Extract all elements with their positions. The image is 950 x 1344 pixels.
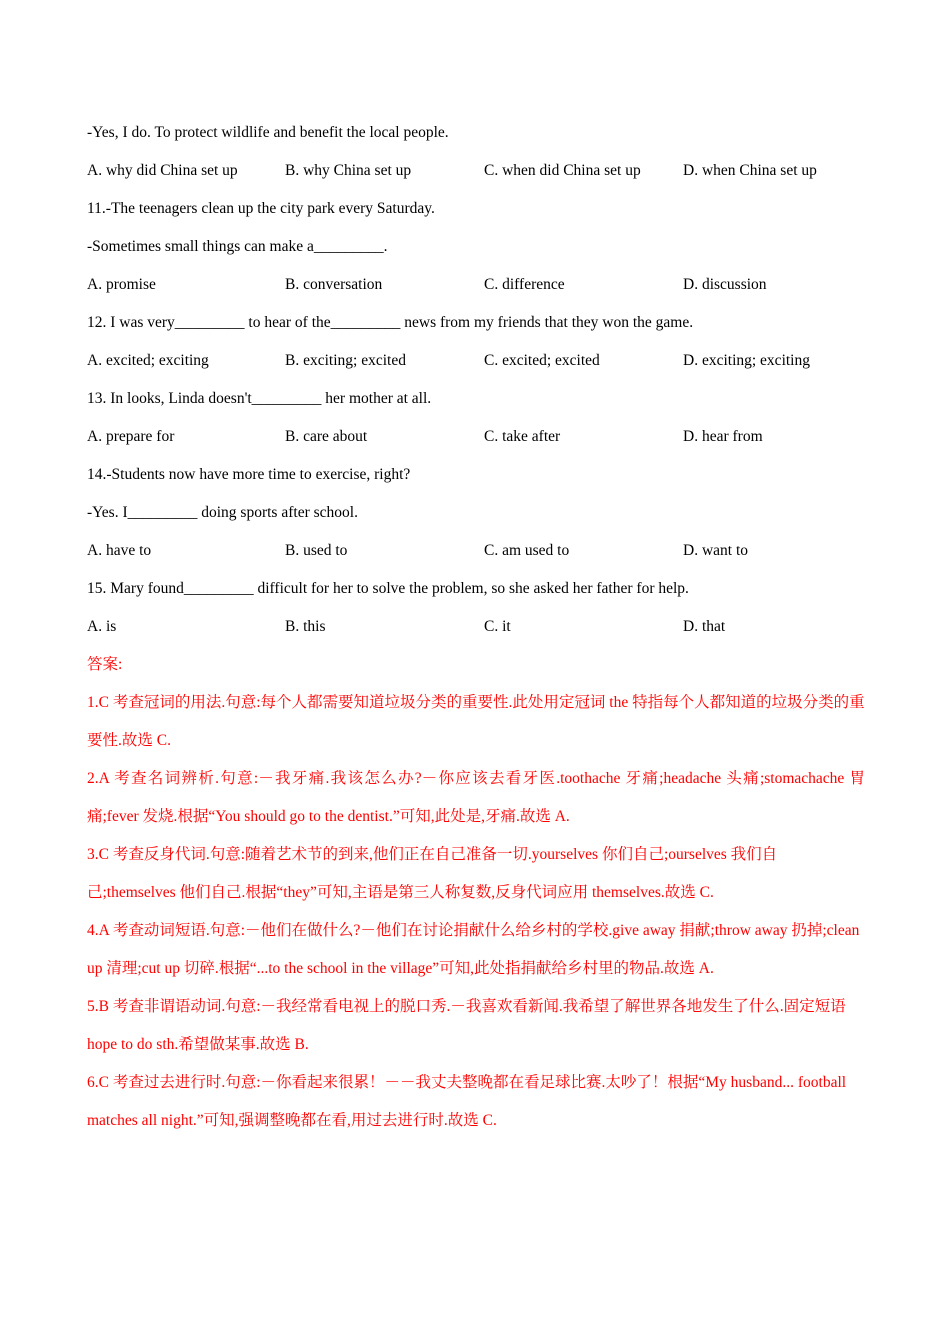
answer-item-2: 2.A 考查名词辨析.句意:－我牙痛.我该怎么办?－你应该去看牙医.toothache 牙痛;headache 头痛;stomachache 胃痛;fever 发烧.根据“You should go to the dentist.”可知,此处是,牙痛.故选 A. [87,770,865,825]
answer-item-1: 1.C 考查冠词的用法.句意:每个人都需要知道垃圾分类的重要性.此处用定冠词 the 特指每个人都知道的垃圾分类的重要性.故选 C. [87,694,865,749]
q14-option-d: D. want to [683,542,749,559]
q12-stem: 12. I was very_________ to hear of the_________ news from my friends that they won the game. [87,314,694,331]
q15-option-a: A. is [87,618,117,635]
q14-stem: 14.-Students now have more time to exercise, right? [87,466,411,483]
q11-option-a: A. promise [87,276,156,293]
q11-response: -Sometimes small things can make a_________. [87,238,388,255]
q10-option-d: D. when China set up [683,162,817,179]
q10-option-b: B. why China set up [285,162,412,179]
q10-option-a: A. why did China set up [87,162,238,179]
answer-item-6: 6.C 考查过去进行时.句意:－你看起来很累！－－我丈夫整晚都在看足球比赛.太吵了！根据“My husband... football matches all night.”可知,强调整晚都在看,用过去进行时.故选 C. [87,1074,847,1129]
q15-stem: 15. Mary found_________ difficult for her to solve the problem, so she asked her father for help. [87,580,689,597]
q14-option-a: A. have to [87,542,152,559]
q12-option-a: A. excited; exciting [87,352,209,369]
q11-option-b: B. conversation [285,276,383,293]
answer-item-4: 4.A 考查动词短语.句意:－他们在做什么?－他们在讨论捐献什么给乡村的学校.give away 捐献;throw away 扔掉;clean up 清理;cut up 切碎.根据“...to the school in the village”可知,此处指捐献给乡村里的物品.故选 A. [87,922,860,977]
answers-heading: 答案: [87,656,123,673]
q10-response: -Yes, I do. To protect wildlife and benefit the local people. [87,124,449,141]
q13-option-c: C. take after [484,428,561,445]
q13-option-a: A. prepare for [87,428,175,445]
q15-option-b: B. this [285,618,326,635]
q12-option-b: B. exciting; excited [285,352,406,369]
q15-option-d: D. that [683,618,726,635]
q11-option-d: D. discussion [683,276,767,293]
q12-option-d: D. exciting; exciting [683,352,810,369]
answer-item-5: 5.B 考查非谓语动词.句意:－我经常看电视上的脱口秀.－我喜欢看新闻.我希望了解世界各地发生了什么.固定短语 hope to do sth.希望做某事.故选 B. [87,998,846,1053]
answer-item-3: 3.C 考查反身代词.句意:随着艺术节的到来,他们正在自己准备一切.yourselves 你们自己;ourselves 我们自己;themselves 他们自己.根据“they”可知,主语是第三人称复数,反身代词应用 themselves.故选 C. [87,846,778,901]
q11-stem: 11.-The teenagers clean up the city park every Saturday. [87,200,435,217]
q11-option-c: C. difference [484,276,565,293]
q14-option-b: B. used to [285,542,348,559]
q12-option-c: C. excited; excited [484,352,600,369]
q14-option-c: C. am used to [484,542,570,559]
q14-response: -Yes. I_________ doing sports after school. [87,504,358,521]
q13-option-d: D. hear from [683,428,763,445]
q13-stem: 13. In looks, Linda doesn't_________ her mother at all. [87,390,432,407]
q15-option-c: C. it [484,618,511,635]
q13-option-b: B. care about [285,428,368,445]
q10-option-c: C. when did China set up [484,162,641,179]
